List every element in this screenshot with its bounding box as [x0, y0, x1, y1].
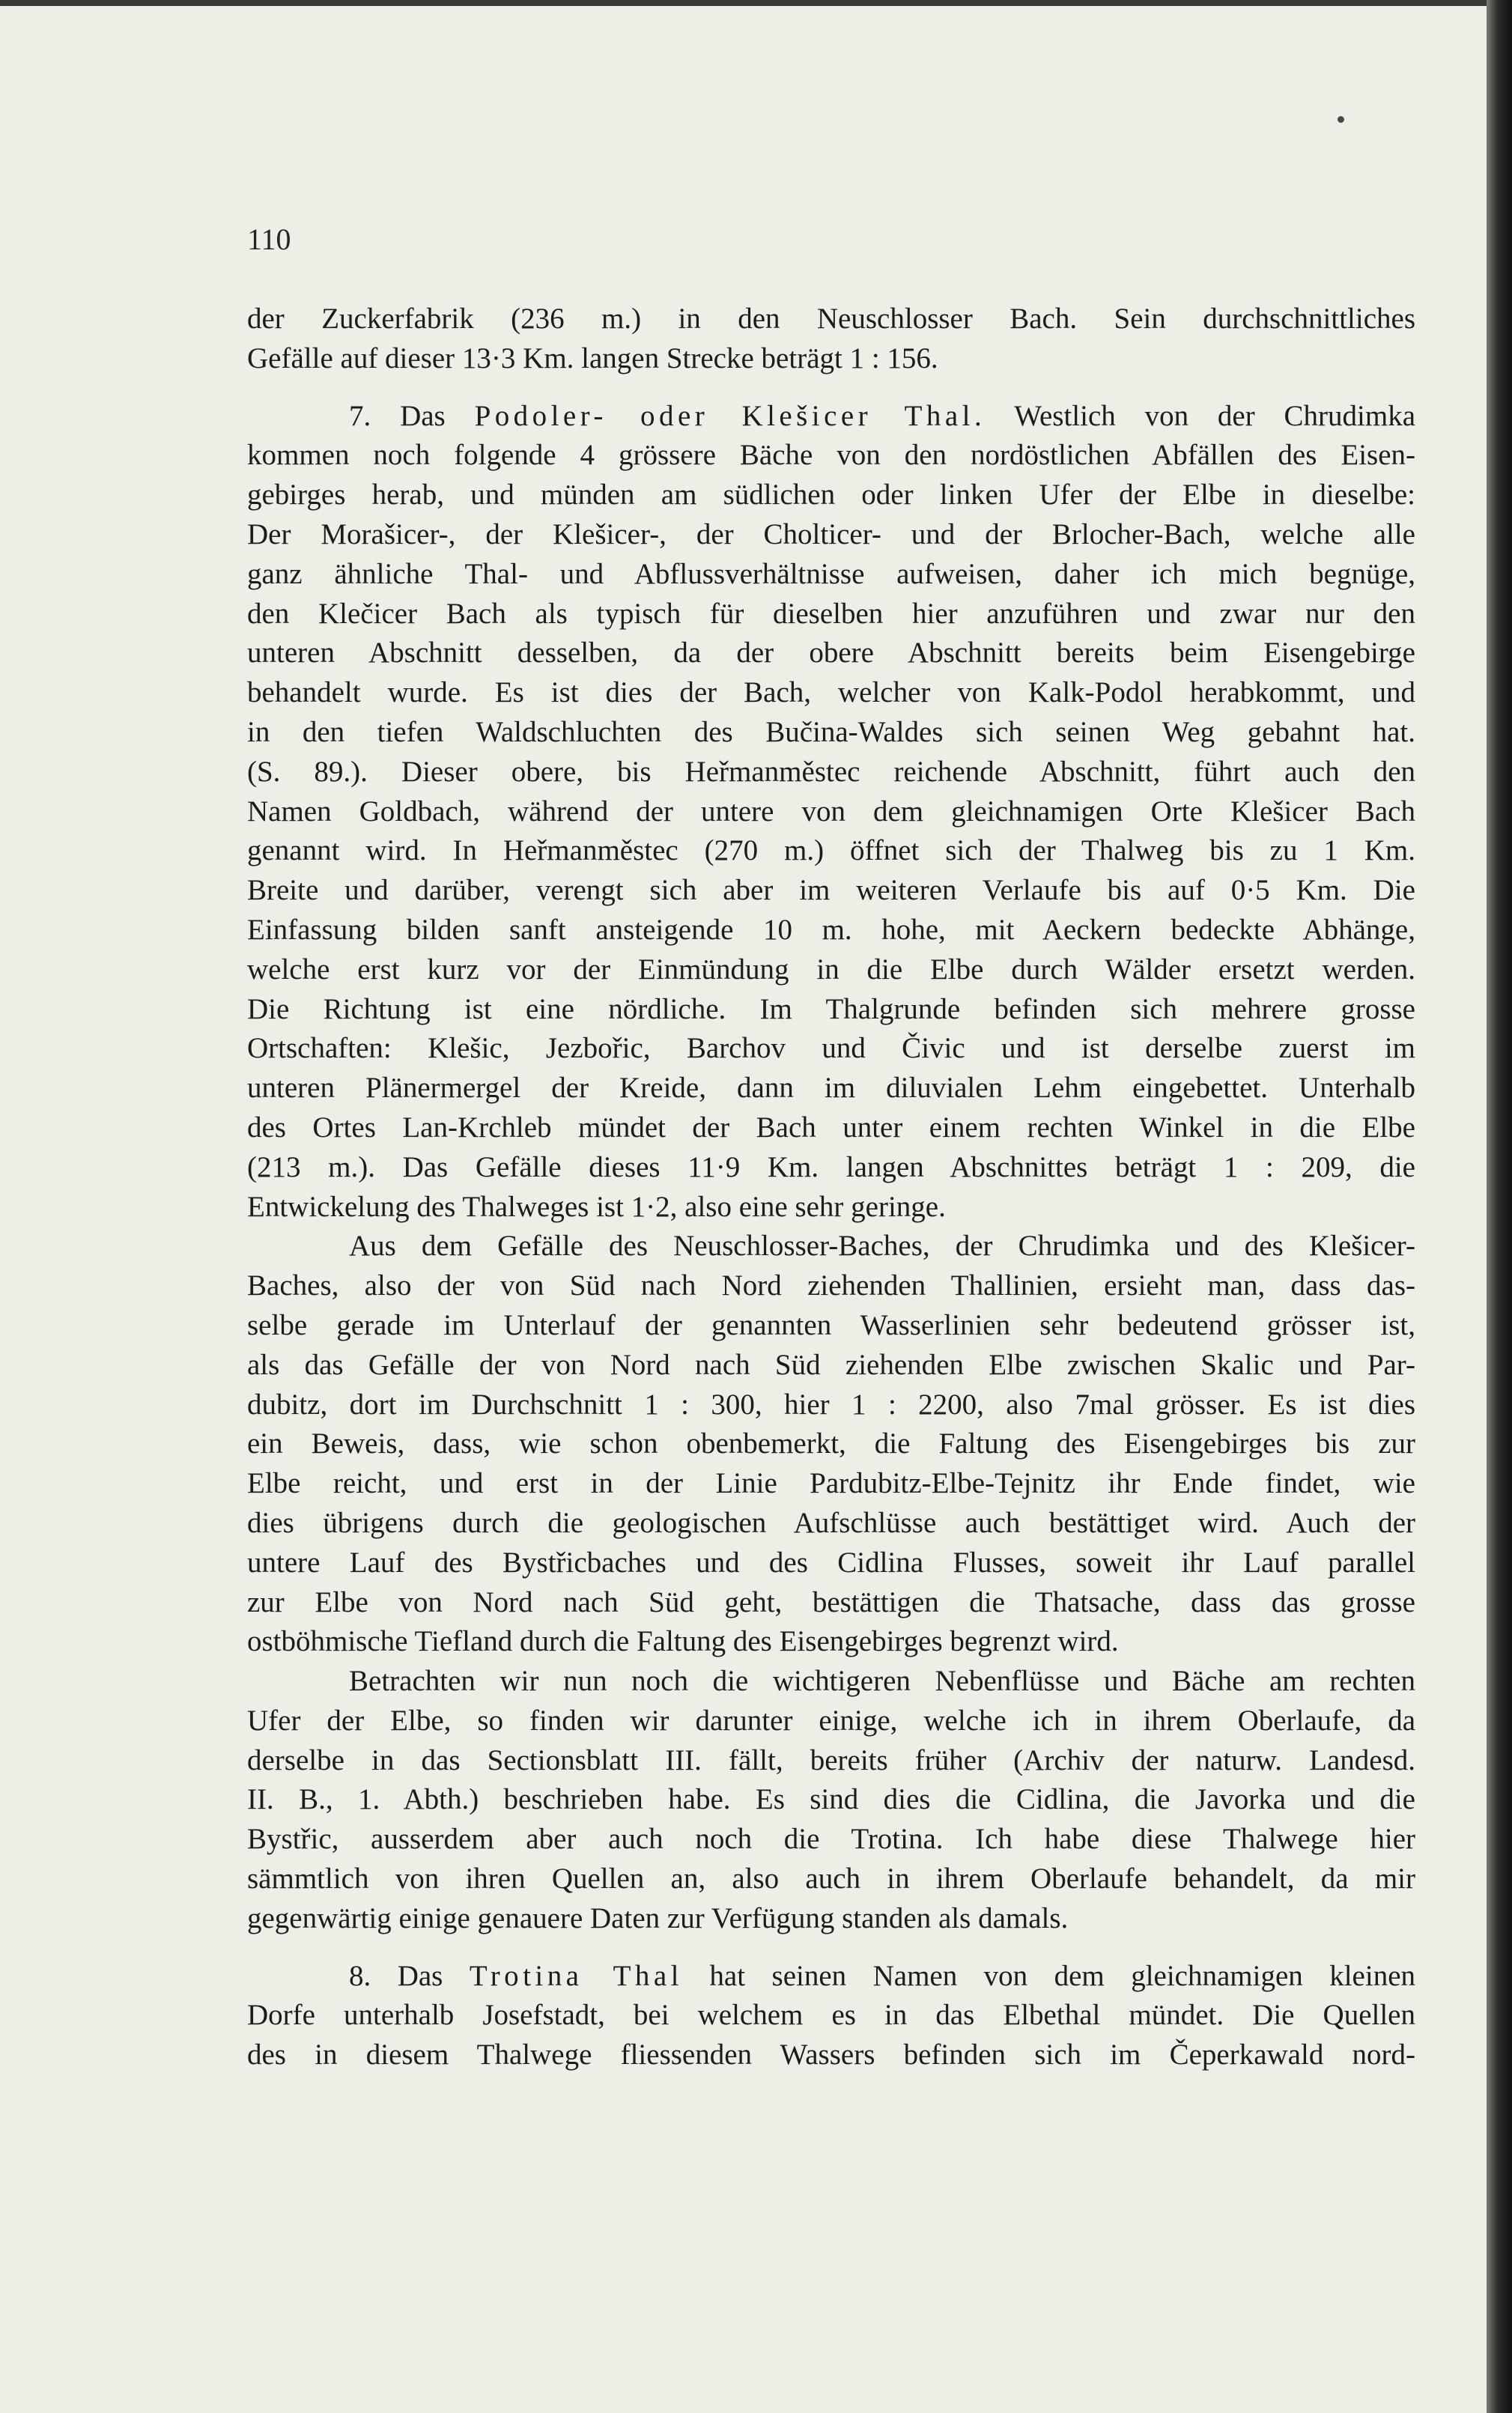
text-line: Breite und darüber, verengt sich aber im weiteren Verlaufe bis auf 0·5 Km. Die [247, 874, 1415, 907]
text-line: des in diesem Thalwege fliessenden Wassers befinden sich im Čeperkawald nord- [247, 2039, 1415, 2071]
text-line: II. B., 1. Abth.) beschrieben habe. Es sind dies die Cidlina, die Javorka und die [247, 1783, 1415, 1816]
text-line: gegenwärtig einige genauere Daten zur Verfügung standen als damals. [247, 1901, 1069, 1934]
body-text [247, 300, 1415, 2075]
page-number: 110 [247, 222, 291, 256]
text-line: der Zuckerfabrik (236 m.) in den Neuschlosser Bach. Sein durchschnittliches [247, 303, 1415, 335]
text-line: Bystřic, ausserdem aber auch noch die Trotina. Ich habe diese Thalwege hier [247, 1823, 1415, 1856]
text-line: in den tiefen Waldschluchten des Bučina-Waldes sich seinen Weg gebahnt hat. [247, 715, 1415, 748]
section-7-podoler-klesicer-thal [247, 397, 1415, 1227]
paragraph-zuckerfabrik [247, 300, 1415, 379]
paragraph-gefaelle [247, 1227, 1415, 1662]
text-line: Einfassung bilden sanft ansteigende 10 m. hohe, mit Aeckern bedeckte Abhänge, [247, 913, 1415, 946]
text-line: ein Beweis, dass, wie schon obenbemerkt, die Faltung des Eisengebirges bis zur [247, 1427, 1415, 1460]
text-line: dies übrigens durch die geologischen Aufschlüsse auch bestättiget wird. Auch der [247, 1506, 1415, 1539]
section-number: 7. Das [349, 399, 446, 432]
text-line: ganz ähnliche Thal- und Abflussverhältnisse aufweisen, daher ich mich begnüge, [247, 557, 1415, 590]
text-line: dubitz, dort im Durchschnitt 1 : 300, hier 1 : 2200, also 7mal grösser. Es ist dies [247, 1388, 1415, 1421]
section-8-trotina-thal [247, 1957, 1415, 2075]
print-speck [1338, 116, 1344, 123]
text-line: behandelt wurde. Es ist dies der Bach, welcher von Kalk-Podol herabkommt, und [247, 676, 1415, 709]
top-edge-rule [0, 0, 1487, 6]
text-line: Ufer der Elbe, so finden wir darunter einige, welche ich in ihrem Oberlaufe, da [247, 1704, 1415, 1737]
text-line: genannt wird. In Heřmanměstec (270 m.) öffnet sich der Thalweg bis zu 1 Km. [247, 834, 1415, 867]
text-line: Die Richtung ist eine nördliche. Im Thalgrunde befinden sich mehrere grosse [247, 992, 1415, 1025]
book-spine-edge [1487, 0, 1512, 2413]
text-line: unteren Plänermergel der Kreide, dann im diluvialen Lehm eingebettet. Unterhalb [247, 1072, 1415, 1105]
section-title: Podoler- oder Klešicer Thal. [474, 399, 986, 432]
text-line-start: hat seinen Namen von dem gleichnamigen kleinen [709, 1959, 1416, 1992]
text-line: als das Gefälle der von Nord nach Süd ziehenden Elbe zwischen Skalic und Par- [247, 1348, 1415, 1381]
text-line: Betrachten wir nun noch die wichtigeren Nebenflüsse und Bäche am rechten [349, 1665, 1415, 1698]
text-line: Entwickelung des Thalweges ist 1·2, also eine sehr geringe. [247, 1190, 946, 1223]
text-line: Dorfe unterhalb Josefstadt, bei welchem es in das Elbethal mündet. Die Quellen [247, 1999, 1415, 2032]
text-line: den Klečicer Bach als typisch für dieselben hier anzuführen und zwar nur den [247, 597, 1415, 630]
text-line: Ortschaften: Klešic, Jezbořic, Barchov und Čivic und ist derselbe zuerst im [247, 1032, 1415, 1065]
text-line: welche erst kurz vor der Einmündung in die Elbe durch Wälder ersetzt werden. [247, 953, 1415, 986]
text-line-start: Westlich von der Chrudimka [1014, 399, 1416, 432]
text-line: zur Elbe von Nord nach Süd geht, bestättigen die Thatsache, dass das grosse [247, 1585, 1415, 1618]
text-line: Namen Goldbach, während der untere von dem gleichnamigen Orte Klešicer Bach [247, 795, 1415, 828]
text-line: gebirges herab, und münden am südlichen oder linken Ufer der Elbe in dieselbe: [247, 479, 1415, 512]
text-line: kommen noch folgende 4 grössere Bäche von den nordöstlichen Abfällen des Eisen- [247, 439, 1415, 472]
text-line: untere Lauf des Bystřicbaches und des Cidlina Flusses, soweit ihr Lauf parallel [247, 1546, 1415, 1579]
text-line: Gefälle auf dieser 13·3 Km. langen Strecke beträgt 1 : 156. [247, 342, 938, 374]
text-line: des Ortes Lan-Krchleb mündet der Bach unter einem rechten Winkel in die Elbe [247, 1111, 1415, 1144]
text-line: derselbe in das Sectionsblatt III. fällt, bereits früher (Archiv der naturw. Landesd. [247, 1743, 1415, 1776]
section-number: 8. Das [349, 1959, 443, 1992]
paragraph-nebenfluesse [247, 1662, 1415, 1939]
text-line: selbe gerade im Unterlauf der genannten Wasserlinien sehr bedeutend grösser ist, [247, 1308, 1415, 1341]
text-line: ostböhmische Tiefland durch die Faltung des Eisengebirges begrenzt wird. [247, 1625, 1119, 1658]
section-title: Trotina Thal [469, 1959, 683, 1992]
section-heading-line [247, 1957, 1415, 1997]
section-heading-line [247, 397, 1415, 437]
text-line: Baches, also der von Süd nach Nord ziehenden Thallinien, ersieht man, dass das- [247, 1269, 1415, 1302]
text-line: Der Morašicer-, der Klešicer-, der Cholticer- und der Brlocher-Bach, welche alle [247, 517, 1415, 550]
text-line: Elbe reicht, und erst in der Linie Pardubitz-Elbe-Tejnitz ihr Ende findet, wie [247, 1467, 1415, 1500]
text-line: unteren Abschnitt desselben, da der obere Abschnitt bereits beim Eisengebirge [247, 637, 1415, 670]
text-line: sämmtlich von ihren Quellen an, also auch in ihrem Oberlaufe behandelt, da mir [247, 1863, 1415, 1896]
text-line: (213 m.). Das Gefälle dieses 11·9 Km. langen Abschnittes beträgt 1 : 209, die [247, 1150, 1415, 1183]
text-line: Aus dem Gefälle des Neuschlosser-Baches, der Chrudimka und des Klešicer- [349, 1230, 1415, 1263]
text-line: (S. 89.). Dieser obere, bis Heřmanměstec reichende Abschnitt, führt auch den [247, 755, 1415, 788]
